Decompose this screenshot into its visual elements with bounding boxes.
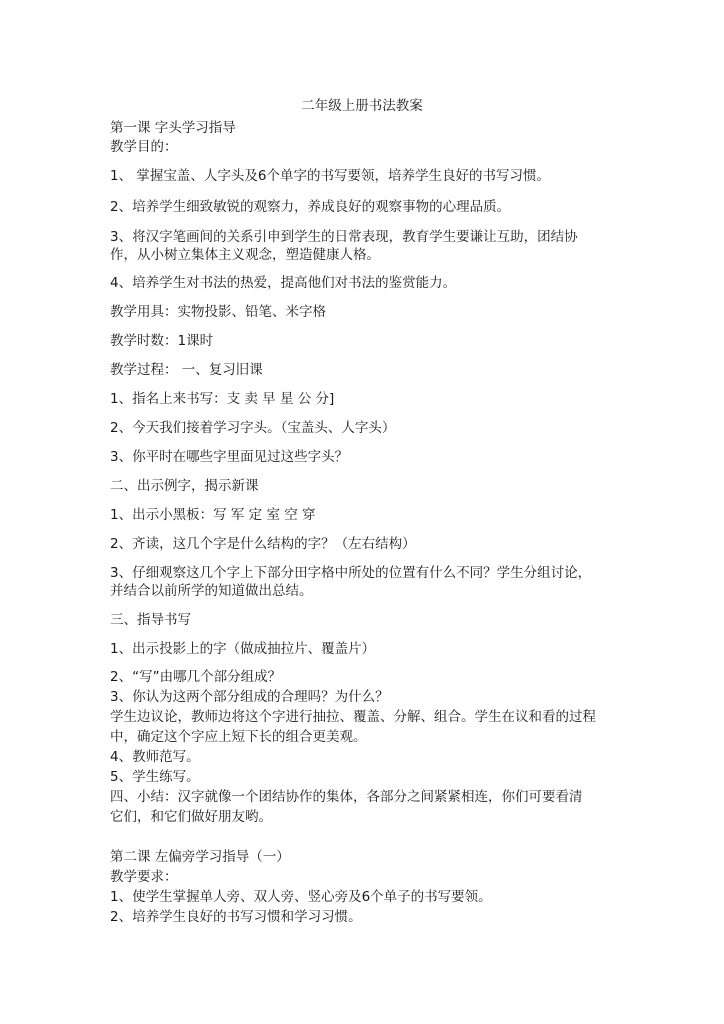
- text-line: 4、教师范写。: [110, 749, 200, 765]
- text-line: 教学用具：实物投影、铅笔、米字格: [110, 304, 326, 320]
- text-line: 5、学生练写。: [110, 769, 200, 785]
- text-line: 2、今天我们接着学习字头。（宝盖头、人字头）: [110, 420, 396, 436]
- section-heading: 四、小结：汉字就像一个团结协作的集体，各部分之间紧紧相连，你们可要看清: [110, 789, 583, 805]
- text-line: 它们，和它们做好朋友哟。: [110, 809, 272, 825]
- text-line: 学生边议论，教师边将这个字进行抽拉、覆盖、分解、组合。学生在议和看的过程: [110, 709, 596, 725]
- text-line: 1、出示投影上的字（做成抽拉片、覆盖片）: [110, 641, 376, 657]
- text-line: 1、使学生掌握单人旁、双人旁、竖心旁及6个单子的书写要领。: [110, 889, 492, 905]
- document-title: 二年级上册书法教案: [301, 98, 423, 114]
- text-line: 4、培养学生对书法的热爱，提高他们对书法的鉴赏能力。: [110, 275, 457, 291]
- text-line: 3、你平时在哪些字里面见过这些字头？: [110, 449, 349, 465]
- text-line: 3、将汉字笔画间的关系引申到学生的日常表现，教育学生要谦让互助，团结协: [110, 229, 578, 245]
- lesson-heading: 第一课 字头学习指导: [110, 120, 236, 136]
- text-line: 作，从小树立集体主义观念，塑造健康人格。: [110, 247, 380, 263]
- text-line: 2、齐读，这几个字是什么结构的字？（左右结构）: [110, 536, 416, 552]
- text-line: 2、“写”由哪几个部分组成？: [110, 669, 282, 685]
- section-heading: 三、指导书写: [110, 612, 191, 628]
- text-line: 2、培养学生良好的书写习惯和学习习惯。: [110, 909, 362, 925]
- text-line: 1、 掌握宝盖、人字头及6个单字的书写要领，培养学生良好的书写习惯。: [110, 168, 550, 184]
- text-line: 中，确定这个字应上短下长的组合更美观。: [110, 729, 367, 745]
- text-line: 1、指名上来书写：支 卖 早 星 公 分]: [110, 391, 335, 407]
- section-heading: 二、出示例字，揭示新课: [110, 478, 259, 494]
- section-label: 教学要求：: [110, 869, 178, 885]
- text-line: 3、仔细观察这几个字上下部分田字格中所处的位置有什么不同？学生分组讨论，: [110, 565, 592, 581]
- text-line: 教学时数：1课时: [110, 333, 214, 349]
- text-line: 2、培养学生细致敏锐的观察力，养成良好的观察事物的心理品质。: [110, 199, 511, 215]
- text-line: 3、你认为这两个部分组成的合理吗？为什么？: [110, 689, 389, 705]
- section-label: 教学目的：: [110, 139, 178, 155]
- text-line: 教学过程： 一、复习旧课: [110, 362, 263, 378]
- text-line: 并结合以前所学的知道做出总结。: [110, 583, 313, 599]
- text-line: 1、出示小黑板：写 军 定 室 空 穿: [110, 507, 316, 523]
- lesson-heading: 第二课 左偏旁学习指导（一）: [110, 849, 290, 865]
